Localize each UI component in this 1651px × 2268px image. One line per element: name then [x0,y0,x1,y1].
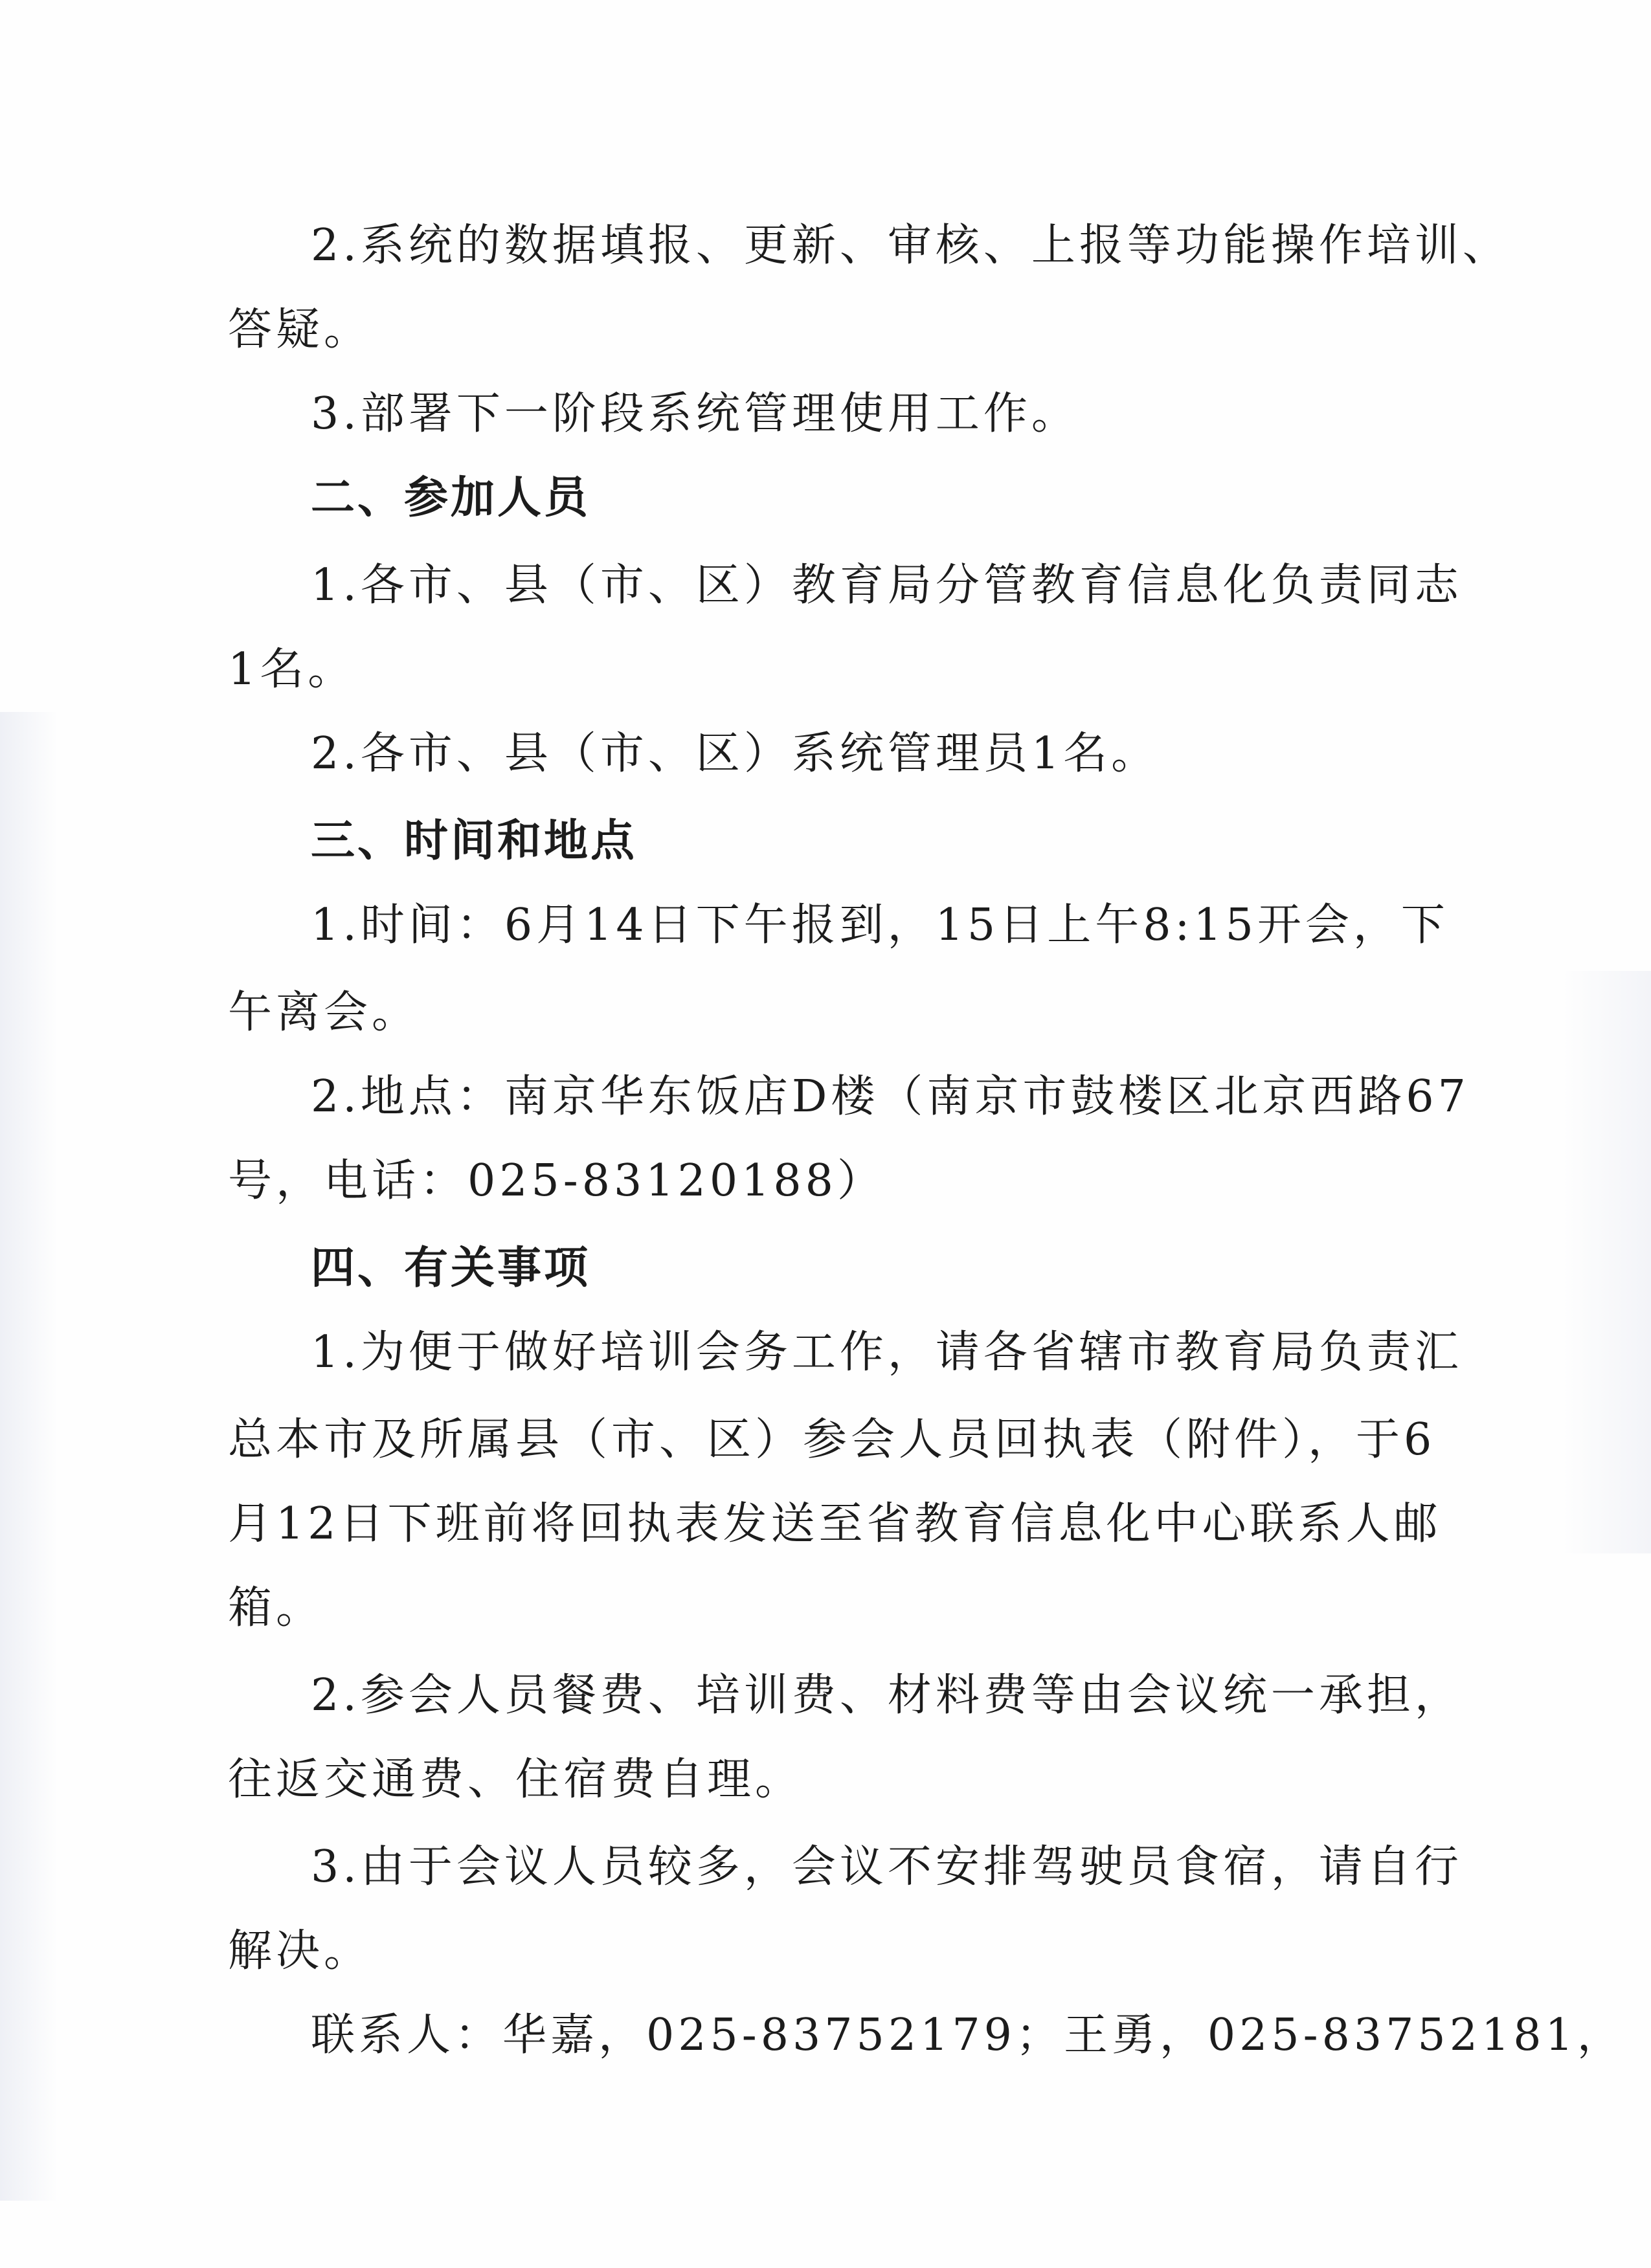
section-heading-participants: 二、参加人员 [311,472,591,524]
paragraph-line-item-1: 1.时间：6月14日下午报到，15日上午8:15开会，下 [311,900,1449,951]
paragraph-line: 号，电话：025-83120188） [228,1155,885,1206]
paragraph-line: 箱。 [228,1583,324,1634]
paragraph-line-item-2: 2.各市、县（市、区）系统管理员1名。 [311,728,1160,779]
paragraph-line-item-3: 3.部署下一阶段系统管理使用工作。 [311,388,1079,439]
paragraph-line-item-2: 2.系统的数据填报、更新、审核、上报等功能操作培训、 [311,220,1511,271]
section-heading-time-place: 三、时间和地点 [311,816,638,867]
paragraph-line: 1名。 [228,644,356,695]
paragraph-line-item-2: 2.参会人员餐费、培训费、材料费等由会议统一承担， [311,1670,1463,1721]
paragraph-line: 午离会。 [228,987,420,1038]
paragraph-line: 总本市及所属县（市、区）参会人员回执表（附件），于6 [228,1414,1436,1465]
paragraph-line-item-1: 1.各市、县（市、区）教育局分管教育信息化负责同志 [311,560,1463,611]
paragraph-line-item-3: 3.由于会议人员较多，会议不安排驾驶员食宿，请自行 [311,1841,1463,1893]
paragraph-line: 答疑。 [228,304,372,355]
paragraph-line: 解决。 [228,1926,372,1977]
paragraph-line-item-1: 1.为便于做好培训会务工作，请各省辖市教育局负责汇 [311,1327,1463,1378]
paragraph-line: 月12日下班前将回执表发送至省教育信息化中心联系人邮 [228,1498,1442,1550]
contact-line: 联系人：华嘉，025-83752179；王勇，025-83752181， [311,2010,1625,2061]
section-heading-related-matters: 四、有关事项 [311,1243,591,1294]
paragraph-line: 往返交通费、住宿费自理。 [228,1754,803,1805]
paragraph-line-item-2: 2.地点：南京华东饭店D楼（南京市鼓楼区北京西路67 [311,1071,1470,1122]
